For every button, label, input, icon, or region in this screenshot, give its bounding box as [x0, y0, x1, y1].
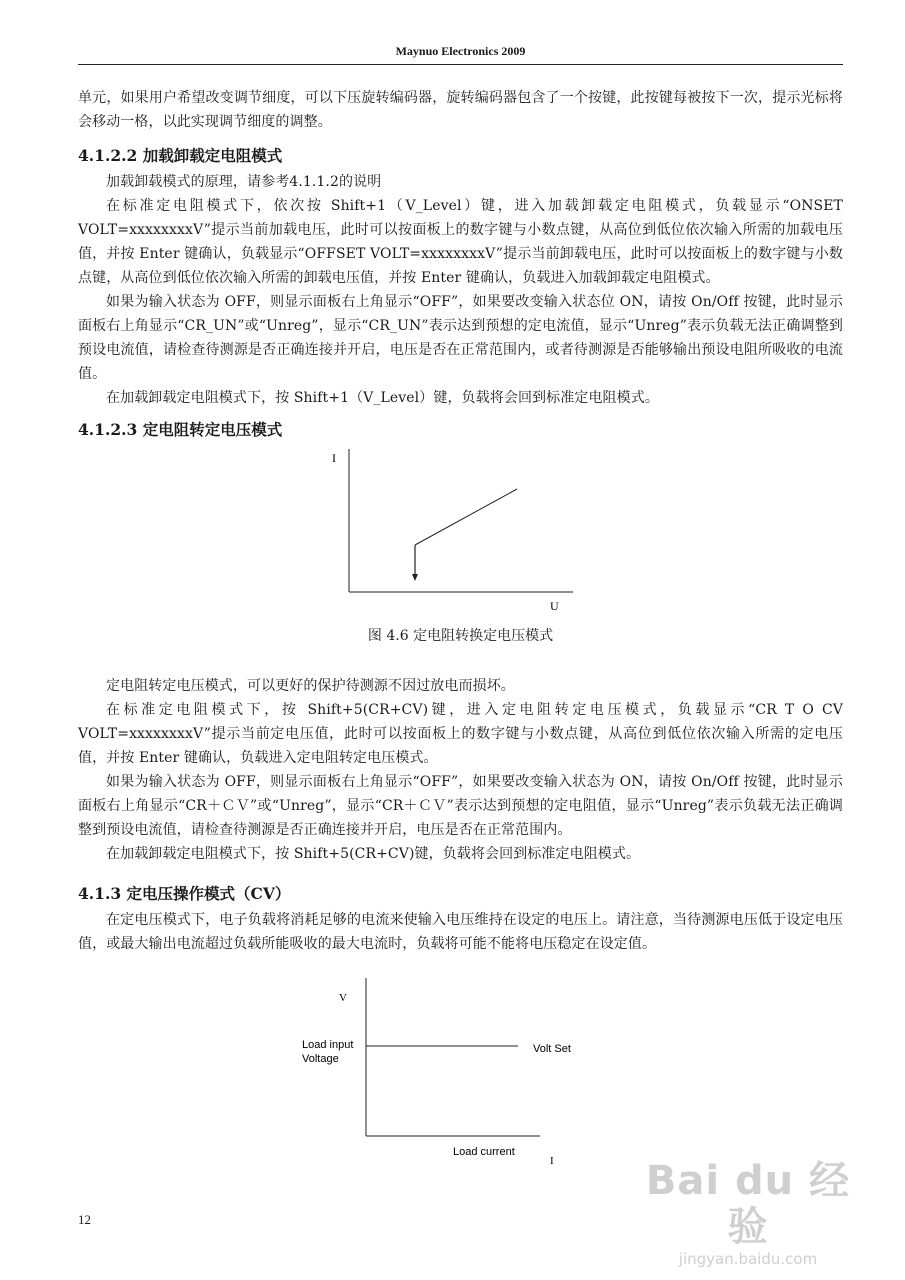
y-axis-label: I — [332, 451, 336, 465]
figure-caption: 图 4.6 定电阻转换定电压模式 — [367, 628, 554, 644]
cr-cv-graph — [78, 444, 843, 644]
y-axis-title-line1: Load input — [302, 1039, 354, 1051]
x-axis-label: U — [550, 599, 559, 613]
cv-graph — [78, 968, 843, 1178]
y-axis-label: V — [339, 992, 347, 1004]
y-axis-title-line2: Voltage — [302, 1053, 339, 1065]
paragraph: 加载卸载模式的原理，请参考4.1.1.2的说明 — [106, 174, 382, 190]
x-axis-label: I — [550, 1155, 554, 1167]
figure-cr-to-cv — [78, 444, 843, 674]
section-heading: 4.1.2.2 加载卸载定电阻模式 — [78, 146, 283, 165]
document-body — [78, 86, 843, 1178]
paragraph: 如果为输入状态为 OFF，则显示面板右上角显示“OFF”，如果要改变输入状态位 ON，请按 On/Off 按键，此时显示面板右上角显示“CR_UN”或“Unreg”，显示“CR_UN”表示达到预想的定电流值，显示“Unreg”表示负载无法正确调整到预设电流值，请检查待测源是否正确连接并开启，电压是否在正常范围内，或者待测源是否能够输出预设电阻所吸收的电流值。 — [78, 294, 843, 382]
watermark-url: jingyan.baidu.com — [678, 1250, 818, 1268]
paragraph: 在定电压模式下，电子负载将消耗足够的电流来使输入电压维持在设定的电压上。请注意，当待测源电压低于设定电压值，或最大输出电流超过负载所能吸收的最大电流时，负载将可能不能将电压稳定在设定值。 — [78, 912, 843, 952]
page-number: 12 — [78, 1212, 91, 1227]
figure-cv — [78, 968, 843, 1178]
watermark-logo: Bai du 经验 — [645, 1158, 851, 1250]
paragraph: 在标准定电阻模式下，按 Shift+5(CR+CV)键，进入定电阻转定电压模式，负载显示“CR T O CV VOLT=xxxxxxxxV”提示当前定电压值，此时可以按面板上的数字键与小数点键，从高位到低位依次输入所需的定电压值，并按 Enter 键确认，负载进入定电阻转定电压模式。 — [78, 702, 843, 766]
paragraph: 在加载卸载定电阻模式下，按 Shift+1（V_Level）键，负载将会回到标准定电阻模式。 — [106, 390, 659, 406]
page-header: Maynuo Electronics 2009 — [78, 44, 843, 65]
paragraph: 在加载卸载定电阻模式下，按 Shift+5(CR+CV)键，负载将会回到标准定电阻模式。 — [106, 846, 641, 862]
watermark — [643, 1158, 853, 1268]
volt-set-label: Volt Set — [533, 1043, 571, 1055]
section-heading: 4.1.3 定电压操作模式（CV） — [78, 884, 291, 903]
paragraph: 如果为输入状态为 OFF，则显示面板右上角显示“OFF”，如果要改变输入状态为 ON，请按 On/Off 按键，此时显示面板右上角显示“CR＋ＣＶ”或“Unreg”，显示“CR＋ＣＶ”表示达到预想的定电阻值，显示“Unreg”表示负载无法正确调整到预设电流值，请检查待测源是否正确连接并开启，电压是否在正常范围内。 — [78, 774, 843, 838]
paragraph: 定电阻转定电压模式，可以更好的保护待测源不因过放电而损坏。 — [106, 678, 515, 694]
paragraph: 在标准定电阻模式下，依次按 Shift+1（V_Level）键，进入加载卸载定电阻模式，负载显示“ONSET VOLT=xxxxxxxxV”提示当前加载电压，此时可以按面板上的数字键与小数点键，从高位到低位依次输入所需的加载电压值，并按 Enter 键确认，负载显示“OFFSET VOLT=xxxxxxxxV”提示当前卸载电压，此时可以按面板上的数字键与小数点键，从高位到低位依次输入所需的卸载电压值，并按 Enter 键确认，负载进入加载卸载定电阻模式。 — [78, 198, 843, 286]
paragraph: 单元，如果用户希望改变调节细度，可以下压旋转编码器，旋转编码器包含了一个按键，此按键每被按下一次，提示光标将会移动一格，以此实现调节细度的调整。 — [78, 90, 843, 130]
section-heading: 4.1.2.3 定电阻转定电压模式 — [78, 420, 283, 439]
x-axis-title: Load current — [453, 1146, 515, 1158]
